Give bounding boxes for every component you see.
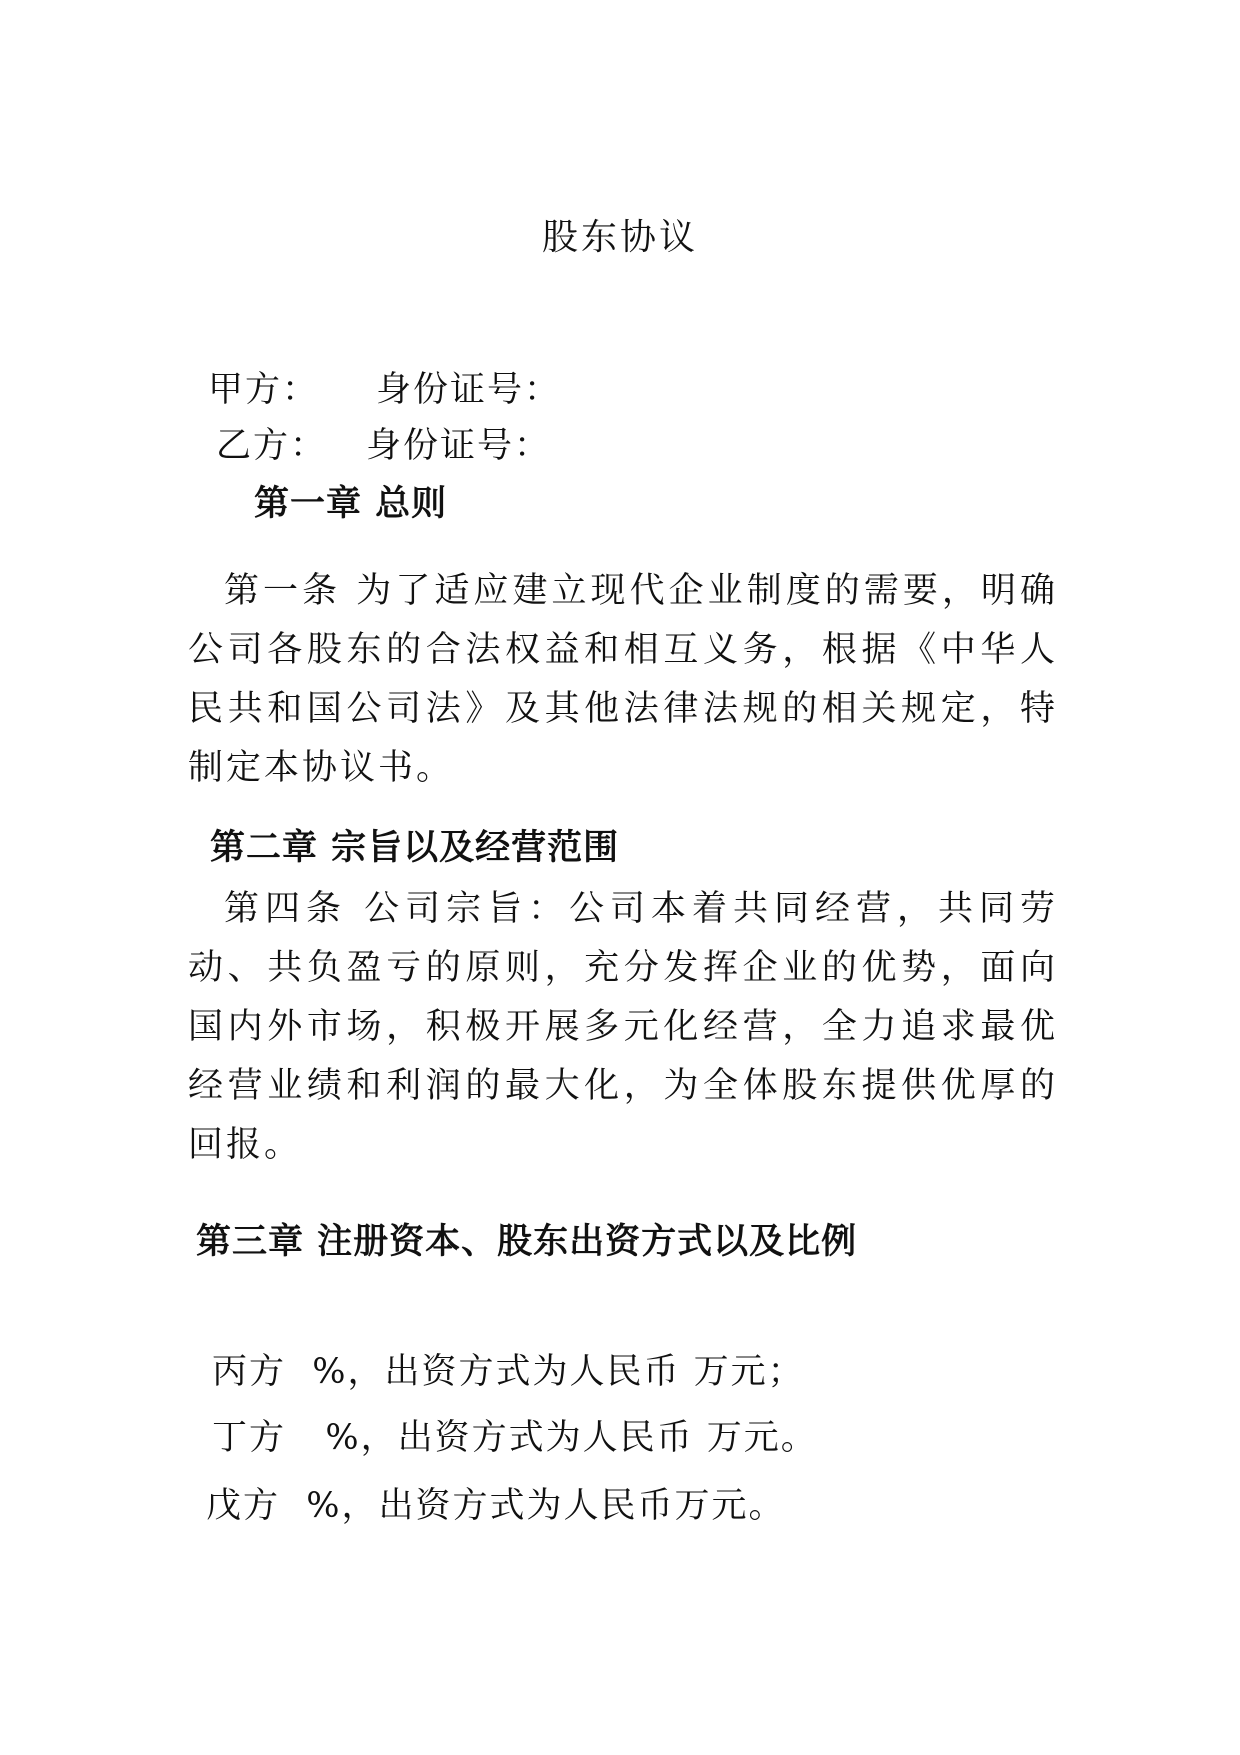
contribution-line: 戊方 %，出资方式为人民币万元。 — [206, 1486, 786, 1526]
party-b-id-label: 身份证号： — [366, 426, 552, 466]
contribution-line: 丙方 %，出资方式为人民币 万元； — [212, 1352, 805, 1392]
chapter-1-heading: 第一章 总则 — [254, 483, 448, 524]
party-a-id-label: 身份证号： — [376, 370, 562, 410]
chapter-2-article-4: 第四条 公司宗旨：公司本着共同经营，共同劳动、共负盈亏的原则，充分发挥企业的优势，面向国内外市场，积极开展多元化经营，全力追求最优经营业绩和利润的最大化，为全体股东提供优厚的回报。 — [188, 889, 1058, 1165]
party-a-label: 甲方： — [208, 370, 320, 410]
chapter-3-heading: 第三章 注册资本、股东出资方式以及比例 — [196, 1221, 858, 1262]
document-title: 股东协议 — [541, 217, 698, 258]
chapter-2-heading: 第二章 宗旨以及经营范围 — [210, 827, 620, 868]
chapter-1-article-1: 第一条 为了适应建立现代企业制度的需要，明确公司各股东的合法权益和相互义务，根据《中华人民共和国公司法》及其他法律法规的相关规定，特制定本协议书。 — [188, 571, 1058, 788]
contribution-line: 丁方 %，出资方式为人民币 万元。 — [212, 1418, 818, 1458]
party-b-label: 乙方： — [216, 426, 328, 466]
